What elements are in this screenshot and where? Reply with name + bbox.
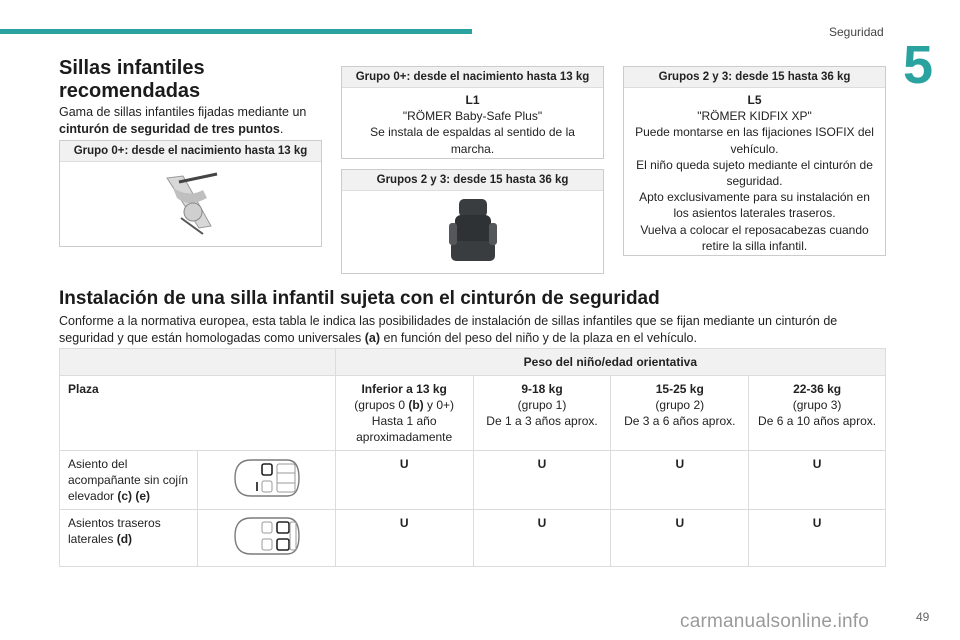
row-label: Asiento del acompañante sin cojín elevador (c) (e) (60, 451, 198, 510)
rear-seats-diagram (197, 510, 335, 567)
seat-code: L1 (465, 93, 480, 107)
seat-line-2: El niño queda sujeto mediante el cinturón de seguridad. (636, 157, 873, 189)
installation-table (59, 348, 886, 567)
box-header: Grupo 0+: desde el nacimiento hasta 13 kg (342, 67, 603, 88)
page-number: 49 (916, 610, 930, 624)
box-header: Grupo 0+: desde el nacimiento hasta 13 kg (60, 141, 321, 162)
table-row (60, 451, 886, 510)
seat-line-1: Puede montarse en las fijaciones ISOFIX del vehículo. (635, 125, 874, 156)
baby-seat-illustration (159, 168, 223, 238)
installation-paragraph: Conforme a la normativa europea, esta tabla le indica las posibilidades de instalación de sillas infantiles que se fijan mediante un cinturón de seguridad y que están homologadas como universales (a) en función del peso del niño y de la plaza en el vehículo. (59, 314, 838, 345)
col-1: 9-18 kg (grupo 1) De 1 a 3 años aprox. (473, 376, 611, 451)
installation-title: Instalación de una silla infantil sujeta con el cinturón de seguridad (59, 288, 660, 309)
car-front-passenger-icon (229, 456, 303, 500)
seat-box-l1 (341, 66, 604, 159)
seat-box-group0-left (59, 140, 322, 247)
car-rear-seats-icon (229, 514, 303, 558)
value-cell: U (335, 510, 473, 567)
section-name: Seguridad (829, 25, 884, 39)
seat-name: "RÖMER KIDFIX XP" (697, 109, 812, 124)
col-3: 22-36 kg (grupo 3) De 6 a 10 años aprox. (749, 376, 886, 451)
seat-box-group23-mid (341, 169, 604, 274)
booster-seat-image (342, 191, 603, 272)
seat-code: L5 (747, 93, 762, 107)
box-header: Grupos 2 y 3: desde 15 hasta 36 kg (624, 67, 885, 88)
weight-header: Peso del niño/edad orientativa (335, 349, 885, 376)
header-accent-bar (0, 29, 472, 34)
table-row (60, 510, 886, 567)
row-label: Asientos traseros laterales (d) (60, 510, 198, 567)
front-seat-diagram (197, 451, 335, 510)
table-header-row (60, 349, 886, 376)
seat-note: Se instala de espaldas al sentido de la marcha. (370, 125, 575, 156)
value-cell: U (611, 451, 749, 510)
plaza-header: Plaza (60, 376, 336, 451)
value-cell: U (749, 510, 886, 567)
seat-line-3: Apto exclusivamente para su instalación en los asientos laterales traseros. (639, 190, 870, 221)
value-cell: U (335, 451, 473, 510)
chapter-number: 5 (903, 35, 934, 95)
value-cell: U (473, 451, 611, 510)
col-2: 15-25 kg (grupo 2) De 3 a 6 años aprox. (611, 376, 749, 451)
recommended-seats-title: Sillas infantiles recomendadas (59, 57, 205, 102)
table-subheader-row (60, 376, 886, 451)
col-0: Inferior a 13 kg (grupos 0 (b) y 0+) Hasta 1 año aproximadamente (335, 376, 473, 451)
watermark: carmanualsonline.info (680, 611, 870, 632)
value-cell: U (473, 510, 611, 567)
seat-line-4: Vuelva a colocar el reposacabezas cuando retire la silla infantil. (640, 222, 869, 253)
intro-text: Gama de sillas infantiles fijadas mediante un cinturón de seguridad de tres puntos. (59, 105, 307, 136)
baby-seat-image (60, 162, 321, 243)
value-cell: U (749, 451, 886, 510)
value-cell: U (611, 510, 749, 567)
box-header: Grupos 2 y 3: desde 15 hasta 36 kg (342, 170, 603, 191)
booster-seat-illustration (445, 197, 501, 267)
seat-box-l5 (623, 66, 886, 256)
seat-name: "RÖMER Baby-Safe Plus" (402, 109, 543, 124)
